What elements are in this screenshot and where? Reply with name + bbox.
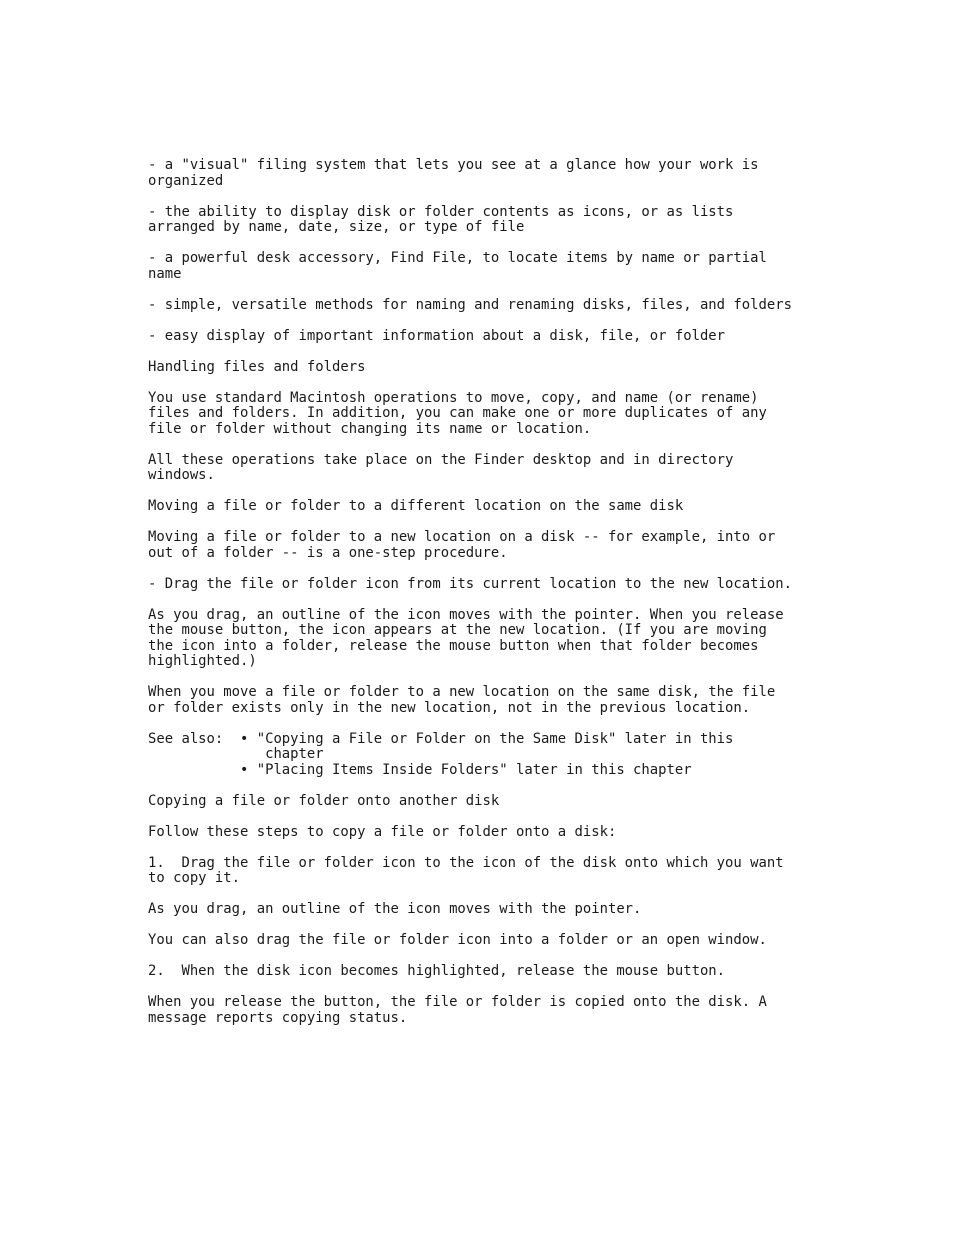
line-18: file or folder without changing its name or location.	[148, 420, 592, 437]
step-1-line-2: to copy it.	[148, 870, 240, 886]
line-37	[148, 716, 848, 732]
line-43	[148, 809, 848, 825]
line-13	[148, 344, 848, 360]
line-20: All these operations take place on the Finder desktop and in directory	[148, 451, 734, 468]
line-49: As you drag, an outline of the icon moves with the pointer.	[148, 901, 642, 917]
line-29	[148, 592, 848, 608]
line-27	[148, 561, 848, 577]
line-11	[148, 313, 848, 329]
line-51: You can also drag the file or folder icon into a folder or an open window.	[148, 932, 767, 948]
line-06	[148, 236, 848, 252]
line-04: - the ability to display disk or folder contents as icons, or as lists	[148, 203, 734, 220]
line-36: or folder exists only in the new location, not in the previous location.	[148, 699, 751, 716]
line-16: You use standard Macintosh operations to move, copy, and name (or rename)	[148, 389, 759, 406]
line-12: - easy display of important information about a disk, file, or folder	[148, 327, 726, 344]
line-41	[148, 778, 848, 794]
section-heading-copying: Copying a file or folder onto another disk	[148, 792, 500, 809]
see-also-line-2: chapter	[148, 746, 324, 762]
line-19	[148, 437, 848, 453]
line-31: the mouse button, the icon appears at the new location. (If you are moving	[148, 622, 767, 638]
line-32: the icon into a folder, release the mouse button when that folder becomes	[148, 637, 759, 654]
line-34	[148, 670, 848, 686]
line-33: highlighted.)	[148, 653, 257, 669]
line-35: When you move a file or folder to a new location on the same disk, the file	[148, 684, 776, 700]
line-05: arranged by name, date, size, or type of file	[148, 219, 525, 235]
line-25: Moving a file or folder to a new location on a disk -- for example, into or	[148, 529, 776, 545]
line-48	[148, 887, 848, 903]
line-17: files and folders. In addition, you can make one or more duplicates of any	[148, 405, 767, 421]
line-55: When you release the button, the file or folder is copied onto the disk. A	[148, 994, 767, 1010]
line-28: - Drag the file or folder icon from its current location to the new location.	[148, 575, 792, 592]
line-03	[148, 189, 848, 205]
see-also-line-1: See also: • "Copying a File or Folder on the Same Disk" later in this	[148, 730, 734, 747]
line-30: As you drag, an outline of the icon moves with the pointer. When you release	[148, 606, 784, 623]
line-02: organized	[148, 172, 224, 189]
line-15	[148, 375, 848, 391]
step-2-line-1: 2. When the disk icon becomes highlighted, release the mouse button.	[148, 963, 726, 979]
section-heading-moving: Moving a file or folder to a different location on the same disk	[148, 498, 684, 514]
line-22	[148, 484, 848, 500]
see-also-line-3: • "Placing Items Inside Folders" later in this chapter	[148, 761, 692, 778]
line-56: message reports copying status.	[148, 1009, 408, 1026]
line-54	[148, 980, 848, 996]
section-heading-handling: Handling files and folders	[148, 358, 366, 375]
line-52	[148, 949, 848, 965]
line-24	[148, 515, 848, 531]
line-45	[148, 840, 848, 856]
step-1-line-1: 1. Drag the file or folder icon to the icon of the disk onto which you want	[148, 854, 784, 871]
line-09	[148, 282, 848, 298]
line-44: Follow these steps to copy a file or folder onto a disk:	[148, 823, 617, 840]
line-50	[148, 918, 848, 934]
line-07: - a powerful desk accessory, Find File, to locate items by name or partial	[148, 250, 767, 266]
document-page	[148, 158, 848, 1026]
line-21: windows.	[148, 467, 215, 483]
line-10: - simple, versatile methods for naming and renaming disks, files, and folders	[148, 296, 792, 313]
line-01: - a "visual" filing system that lets you see at a glance how your work is	[148, 157, 759, 173]
line-08: name	[148, 265, 182, 282]
line-26: out of a folder -- is a one-step procedure.	[148, 544, 508, 561]
